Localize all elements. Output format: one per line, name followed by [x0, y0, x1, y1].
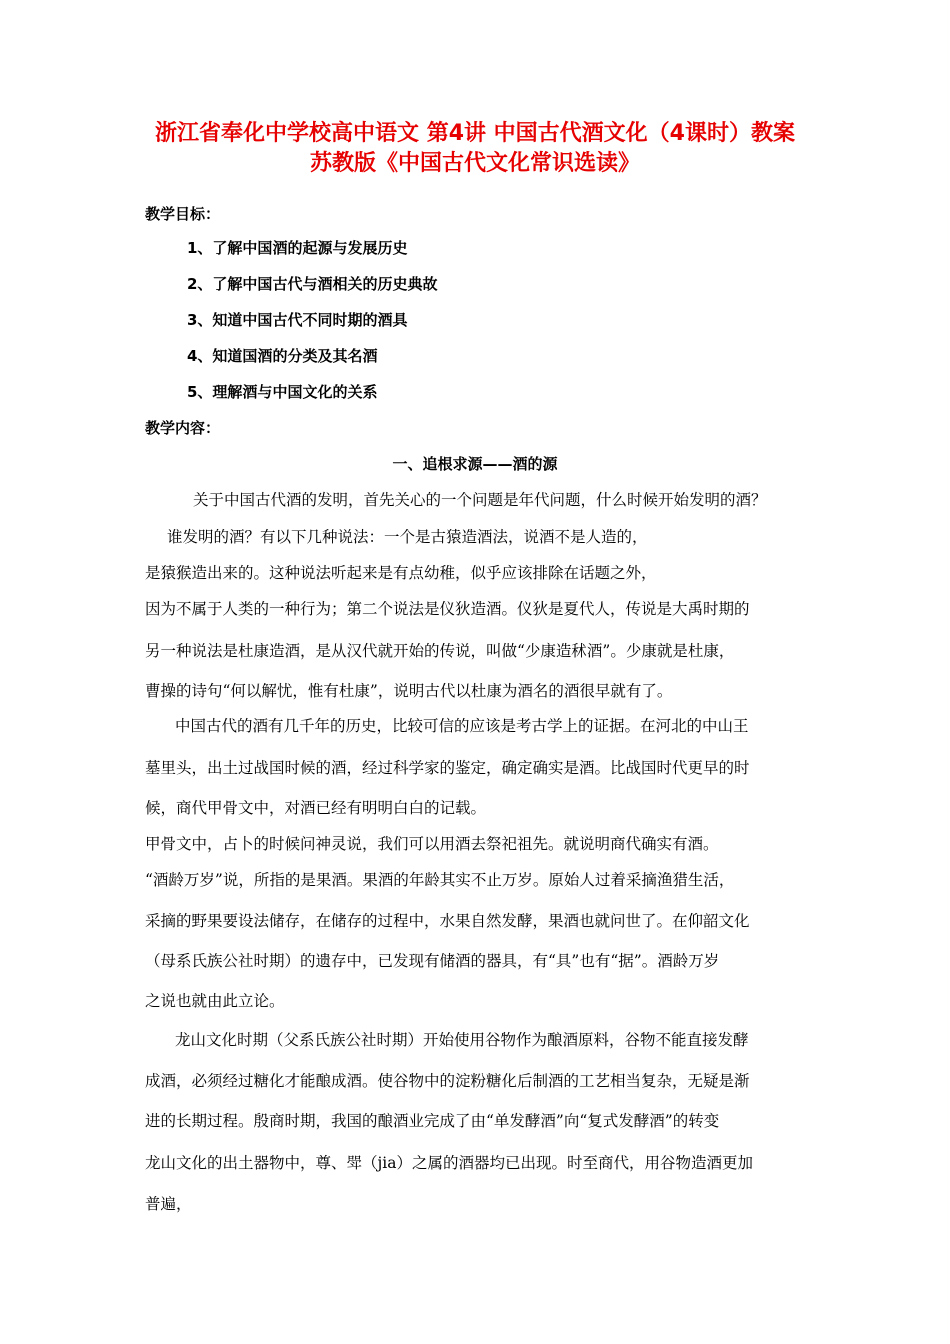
body-line: “酒龄万岁”说，所指的是果酒。果酒的年龄其实不止万岁。原始人过着采摘渔猎生活， [145, 871, 735, 889]
body-line: 采摘的野果要设法储存，在储存的过程中，水果自然发酵，果酒也就问世了。在仰韶文化 [145, 912, 750, 930]
body-line: 谁发明的酒？有以下几种说法：一个是古猿造酒法，说酒不是人造的， [167, 528, 648, 546]
section-title: 一、追根求源——酒的源 [392, 455, 558, 473]
body-line: 进的长期过程。殷商时期，我国的酿酒业完成了由“单发酵酒”向“复式发酵酒”的转变 [145, 1112, 720, 1130]
objective-item-3: 3、知道中国古代不同时期的酒具 [187, 311, 408, 329]
body-line: 中国古代的酒有几千年的历史，比较可信的应该是考古学上的证据。在河北的中山王 [175, 717, 749, 735]
body-line: 之说也就由此立论。 [145, 992, 285, 1010]
body-line: 关于中国古代酒的发明，首先关心的一个问题是年代问题，什么时候开始发明的酒？ [193, 491, 767, 509]
objective-item-5: 5、理解酒与中国文化的关系 [187, 383, 378, 401]
body-line: 普遍， [145, 1195, 192, 1213]
body-line: （母系氏族公社时期）的遗存中，已发现有储酒的器具，有“具”也有“据”。酒龄万岁 [145, 952, 720, 970]
body-line: 龙山文化的出土器物中，尊、斝（jia）之属的酒器均已出现。时至商代，用谷物造酒更加 [145, 1154, 754, 1172]
objective-item-2: 2、了解中国古代与酒相关的历史典故 [187, 275, 438, 293]
body-line: 另一种说法是杜康造酒，是从汉代就开始的传说，叫做“少康造秫酒”。少康就是杜康， [145, 642, 735, 660]
objectives-heading: 教学目标： [145, 205, 221, 223]
body-line: 甲骨文中，占卜的时候问神灵说，我们可以用酒去祭祀祖先。就说明商代确实有酒。 [145, 835, 719, 853]
body-line: 龙山文化时期（父系氏族公社时期）开始使用谷物作为酿酒原料，谷物不能直接发酵 [175, 1031, 749, 1049]
body-line: 曹操的诗句“何以解忧，惟有杜康”，说明古代以杜康为酒名的酒很早就有了。 [145, 682, 673, 700]
content-heading: 教学内容： [145, 419, 221, 437]
body-line: 候，商代甲骨文中，对酒已经有明明白白的记载。 [145, 799, 487, 817]
body-line: 成酒，必须经过糖化才能酿成酒。使谷物中的淀粉糖化后制酒的工艺相当复杂，无疑是渐 [145, 1072, 750, 1090]
objective-item-1: 1、了解中国酒的起源与发展历史 [187, 239, 408, 257]
document-title-line2: 苏教版《中国古代文化常识选读》 [309, 151, 640, 176]
body-line: 墓里头，出土过战国时候的酒，经过科学家的鉴定，确定确实是酒。比战国时代更早的时 [145, 759, 750, 777]
document-title-line1: 浙江省奉化中学校高中语文 第4讲 中国古代酒文化（4课时）教案 [155, 121, 795, 146]
body-line: 是猿猴造出来的。这种说法听起来是有点幼稚，似乎应该排除在话题之外， [145, 564, 657, 582]
body-line: 因为不属于人类的一种行为；第二个说法是仪狄造酒。仪狄是夏代人，传说是大禹时期的 [145, 600, 750, 618]
objective-item-4: 4、知道国酒的分类及其名酒 [187, 347, 378, 365]
